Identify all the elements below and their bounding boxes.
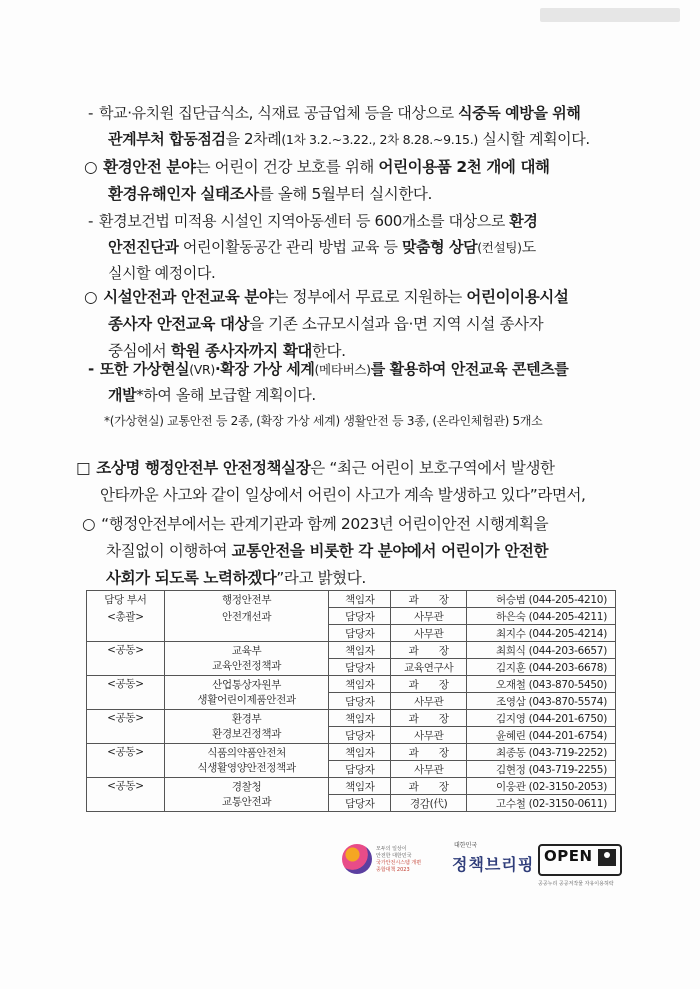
dept-name <box>164 676 329 710</box>
text-line <box>84 154 550 180</box>
bold-text-run: 사회가 되도록 노력하겠다 <box>106 569 277 587</box>
title-cell: 과 장 <box>391 710 467 727</box>
text-line <box>106 565 366 591</box>
contact-row <box>87 625 616 642</box>
contact-table <box>86 590 616 812</box>
dash-bullet: - <box>88 212 94 230</box>
person-cell: 최종동 (043-719-2252) <box>467 744 616 761</box>
contact-row <box>87 642 616 659</box>
bold-text-run: 또한 가상현실 <box>99 360 190 378</box>
corner-mark <box>540 8 680 22</box>
text-run: 을 2차례 <box>225 130 282 148</box>
title-cell: 사무관 <box>391 693 467 710</box>
org-name: 경찰청 <box>231 780 262 793</box>
bold-text-run: 환경안전 분야 <box>103 158 196 176</box>
role-cell: 책임자 <box>329 744 391 761</box>
text-line <box>88 208 537 234</box>
text-run: (컨설팅) <box>477 240 522 255</box>
text-line <box>108 181 432 207</box>
empty-cell <box>164 625 329 642</box>
role-cell: 담당자 <box>329 727 391 744</box>
title-cell: 과 장 <box>391 744 467 761</box>
circle-bullet: ○ <box>84 158 98 176</box>
group-tag: <공동> <box>87 676 165 710</box>
text-run: (메타버스) <box>314 362 371 377</box>
bold-text-run: 개발 <box>108 386 137 404</box>
person-cell: 김현정 (043-719-2255) <box>467 761 616 778</box>
text-run: (1차 3.2.~3.22., 2차 8.28.~9.15.) <box>281 132 478 147</box>
text-run: 한다. <box>311 342 346 360</box>
text-run: “행정안전부에서는 관계기관과 함께 2023년 어린이안전 시행계획을 <box>101 515 549 533</box>
contact-row <box>87 710 616 727</box>
dash-bullet: - <box>88 360 94 378</box>
empty-cell <box>87 625 165 642</box>
safety-campaign-logo: 모두의 일상이 안전한 대한민국 국가안전시스템 개편 종합대책 2023 <box>340 842 448 882</box>
title-cell: 사무관 <box>391 761 467 778</box>
group-tag: <공동> <box>87 778 165 812</box>
policy-briefing-logo: 대한민국 정책브리핑 <box>452 842 535 874</box>
text-line <box>76 455 555 481</box>
contact-row <box>87 608 616 625</box>
org-name: 식품의약품안전처 <box>207 746 286 759</box>
title-cell: 교육연구사 <box>391 659 467 676</box>
text-line <box>82 511 548 537</box>
person-cell: 오재철 (043-870-5450) <box>467 676 616 693</box>
role-cell: 책임자 <box>329 778 391 795</box>
unit-name: 환경보건정책과 <box>212 727 282 740</box>
bold-text-run: 조상명 행정안전부 안전정책실장 <box>96 459 311 477</box>
role-cell: 담당자 <box>329 659 391 676</box>
unit-name: 생활어린이제품안전과 <box>197 693 296 706</box>
person-cell: 김지영 (044-201-6750) <box>467 710 616 727</box>
person-cell: 최희식 (044-203-6657) <box>467 642 616 659</box>
person-cell: 윤혜린 (044-201-6754) <box>467 727 616 744</box>
person-icon <box>598 849 616 866</box>
role-cell: 책임자 <box>329 710 391 727</box>
text-run: 는 어린이 건강 보호를 위해 <box>195 158 379 176</box>
role-cell: 책임자 <box>329 676 391 693</box>
unit-name: 교육안전정책과 <box>212 659 282 672</box>
bold-text-run: ·확장 가상 세계 <box>215 360 315 378</box>
dept-header: 담당 부서 <box>87 591 165 608</box>
text-run: 어린이활동공간 관리 방법 교육 등 <box>178 238 402 256</box>
title-cell: 과 장 <box>391 778 467 795</box>
unit-name: 안전개선과 <box>164 608 329 625</box>
dept-name <box>164 710 329 744</box>
title-cell: 사무관 <box>391 608 467 625</box>
bold-text-run: 종사자 안전교육 대상 <box>108 315 250 333</box>
bold-text-run: 어린이이용시설 <box>466 288 569 306</box>
role-cell: 담당자 <box>329 625 391 642</box>
role-cell: 담당자 <box>329 693 391 710</box>
text-run: 실시할 예정이다. <box>108 264 216 282</box>
person-cell: 하은숙 (044-205-4211) <box>467 608 616 625</box>
contact-row <box>87 676 616 693</box>
text-run: *하여 올해 보급할 계획이다. <box>136 386 316 404</box>
org-name: 행정안전부 <box>164 591 329 608</box>
bold-text-run: 맞춤형 상담 <box>401 238 478 256</box>
text-line <box>108 311 543 337</box>
person-cell: 고수철 (02-3150-0611) <box>467 795 616 812</box>
org-name: 교육부 <box>231 644 262 657</box>
dash-bullet: - <box>88 104 94 122</box>
person-cell: 김지훈 (044-203-6678) <box>467 659 616 676</box>
title-cell: 사무관 <box>391 625 467 642</box>
person-cell: 최지수 (044-205-4214) <box>467 625 616 642</box>
text-run: 를 올해 5월부터 실시한다. <box>258 185 433 203</box>
footnote: *(가상현실) 교통안전 등 2종, (확장 가상 세계) 생활안전 등 3종, (온라인체험관) 5개소 <box>104 414 543 428</box>
title-cell: 경감(代) <box>391 795 467 812</box>
person-cell: 조영삼 (043-870-5574) <box>467 693 616 710</box>
group-tag: <총괄> <box>87 608 165 625</box>
bold-text-run: 를 활용하여 안전교육 콘텐츠를 <box>370 360 569 378</box>
text-run: 는 정부에서 무료로 지원하는 <box>273 288 467 306</box>
text-run: (VR) <box>189 362 215 377</box>
dept-name <box>164 642 329 676</box>
circle-bullet: ○ <box>82 515 96 533</box>
text-run: 차질없이 이행하여 <box>106 542 232 560</box>
text-line <box>106 538 548 564</box>
text-run: 중심에서 <box>108 342 171 360</box>
group-tag: <공동> <box>87 710 165 744</box>
open-license-logo: OPEN 공공누리 공공저작물 자유이용허락 <box>538 844 622 876</box>
text-line <box>108 126 590 153</box>
contact-row <box>87 778 616 795</box>
text-line <box>84 284 568 310</box>
text-run: 학교·유치원 집단급식소, 식재료 공급업체 등을 대상으로 <box>99 104 459 122</box>
role-cell: 담당자 <box>329 761 391 778</box>
bold-text-run: 학원 종사자까지 확대 <box>170 342 312 360</box>
text-run: 안타까운 사고와 같이 일상에서 어린이 사고가 계속 발생하고 있다”라면서, <box>100 486 586 504</box>
role-cell: 담당자 <box>329 608 391 625</box>
bold-text-run: 안전진단과 <box>108 238 179 256</box>
text-run: 도 <box>521 238 536 256</box>
text-run: ”라고 밝혔다. <box>276 569 366 587</box>
bold-text-run: 환경 <box>509 212 538 230</box>
contact-row <box>87 744 616 761</box>
role-cell: 책임자 <box>329 642 391 659</box>
contact-row <box>87 591 616 608</box>
text-run: 을 기존 소규모시설과 읍·면 지역 시설 종사자 <box>249 315 544 333</box>
text-run: 실시할 계획이다. <box>477 130 590 148</box>
group-tag: <공동> <box>87 642 165 676</box>
text-line <box>88 356 568 383</box>
title-cell: 과 장 <box>391 676 467 693</box>
text-run: 은 “최근 어린이 보호구역에서 발생한 <box>310 459 555 477</box>
bold-text-run: 관계부처 합동점검 <box>108 130 226 148</box>
org-name: 환경부 <box>231 712 262 725</box>
group-tag: <공동> <box>87 744 165 778</box>
text-line <box>100 482 586 508</box>
text-run: 환경보건법 미적용 시설인 지역아동센터 등 600개소를 대상으로 <box>99 212 510 230</box>
person-cell: 허승범 (044-205-4210) <box>467 591 616 608</box>
title-cell: 과 장 <box>391 642 467 659</box>
logo-strip <box>340 838 630 888</box>
role-cell: 담당자 <box>329 795 391 812</box>
title-cell: 과 장 <box>391 591 467 608</box>
bold-text-run: 교통안전을 비롯한 각 분야에서 어린이가 안전한 <box>231 542 549 560</box>
bold-text-run: 시설안전과 안전교육 분야 <box>103 288 274 306</box>
dept-name <box>164 778 329 812</box>
campaign-emblem-icon <box>342 844 372 874</box>
text-line <box>88 100 580 126</box>
unit-name: 식생활영양안전정책과 <box>197 761 296 774</box>
bold-text-run: 식중독 예방을 위해 <box>458 104 581 122</box>
circle-bullet: ○ <box>84 288 98 306</box>
person-cell: 이웅관 (02-3150-2053) <box>467 778 616 795</box>
text-line <box>108 234 536 261</box>
text-line <box>108 260 215 286</box>
bold-text-run: 환경유해인자 실태조사 <box>108 185 259 203</box>
role-cell: 책임자 <box>329 591 391 608</box>
text-line <box>108 382 316 408</box>
unit-name: 교통안전과 <box>222 795 272 808</box>
org-name: 산업통상자원부 <box>212 678 282 691</box>
square-bullet: □ <box>76 459 91 477</box>
dept-name <box>164 744 329 778</box>
title-cell: 사무관 <box>391 727 467 744</box>
bold-text-run: 어린이용품 2천 개에 대해 <box>378 158 550 176</box>
